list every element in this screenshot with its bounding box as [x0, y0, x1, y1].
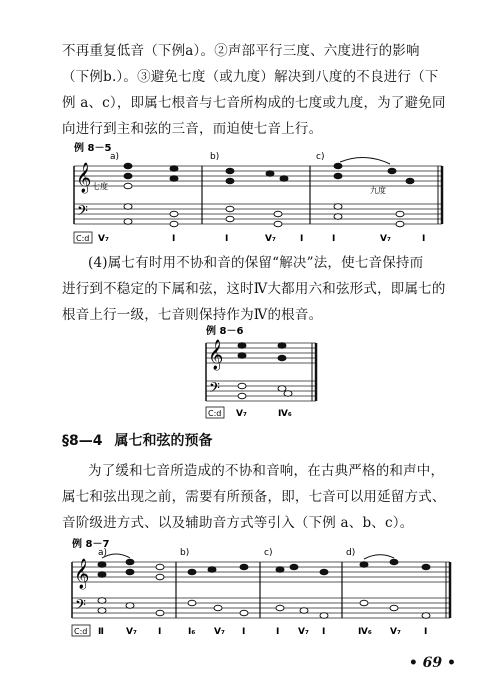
- roman-numeral: I: [276, 627, 280, 637]
- text-line: 音阶级进方式、以及辅助音方式等引入（下例 a、b、c）。: [62, 515, 414, 531]
- text-line: 根音上行一级，七音则保持作为Ⅳ的根音。: [62, 307, 323, 323]
- text-line: (4)属七有时用不协和音的保留“解决”法，使七音保持而: [88, 255, 424, 271]
- text-line: 进行到不稳定的下属和弦，这时Ⅳ大都用六和弦形式，即属七的: [62, 281, 446, 297]
- section-title: 属七和弦的预备: [114, 433, 213, 449]
- example-label: 例 8－5: [74, 143, 112, 154]
- roman-numeral: V₇: [214, 627, 225, 637]
- bass-clef-icon: 𝄢: [77, 203, 88, 223]
- key-label: C:d: [74, 627, 88, 636]
- key-label: C:d: [208, 409, 222, 418]
- roman-numeral: I: [322, 627, 326, 637]
- text-line: 为了缓和七音所造成的不协和音响，在古典严格的和声中，: [88, 463, 445, 479]
- paragraph-1: [62, 38, 452, 142]
- part-label-a: a): [110, 152, 120, 162]
- roman-numeral: I: [225, 234, 229, 244]
- roman-numeral: I: [424, 627, 428, 637]
- text-line: 属七和弦出现之前，需要有所预备，即，七音可以用延留方式、: [62, 489, 446, 505]
- roman-numeral: Ⅱ: [98, 627, 104, 637]
- roman-numeral: Ⅳ₆: [358, 627, 372, 637]
- roman-numeral: V₇: [98, 234, 109, 244]
- text-line: 向进行到主和弦的三音，而迫使七音上行。: [62, 121, 323, 137]
- treble-clef-icon: 𝄞: [74, 559, 90, 589]
- roman-numeral: I: [172, 234, 176, 244]
- roman-numeral: Ⅳ₆: [278, 409, 292, 419]
- music-example-8-7: [68, 538, 456, 640]
- treble-clef-icon: 𝄞: [208, 340, 224, 370]
- paragraph-3: [62, 458, 452, 536]
- roman-numeral: I: [422, 234, 426, 244]
- text-line: 例 a、c），即属七根音与七音所构成的七度或九度，为了避免同: [62, 95, 446, 111]
- key-label: C:d: [76, 234, 90, 243]
- part-label-d: d): [346, 548, 356, 558]
- slur: [364, 555, 394, 559]
- slur: [340, 157, 390, 164]
- notes: [98, 559, 430, 618]
- music-example-8-6: [202, 325, 322, 420]
- section-number: §8—4: [62, 433, 103, 449]
- roman-numeral: I: [158, 627, 162, 637]
- roman-numeral: V₇: [236, 409, 247, 419]
- text-line: （下例b.）。③避免七度（或九度）解决到八度的不良进行（下: [62, 69, 439, 85]
- roman-numeral: I: [242, 627, 246, 637]
- part-label-c: c): [264, 548, 273, 558]
- part-label-a: a): [98, 548, 108, 558]
- notes: [124, 163, 414, 227]
- notes: [238, 343, 292, 399]
- annotation-ninth: 九度: [370, 186, 386, 195]
- roman-numeral: V₇: [265, 234, 276, 244]
- roman-numeral: I: [300, 234, 304, 244]
- roman-numeral: I₆: [188, 627, 196, 637]
- treble-clef-icon: 𝄞: [76, 163, 92, 193]
- example-label: 例 8－6: [206, 326, 244, 337]
- text-line: 不再重复低音（下例a）。②声部平行三度、六度进行的影响: [62, 43, 420, 59]
- roman-numeral: I: [332, 234, 336, 244]
- part-label-c: c): [316, 152, 325, 162]
- roman-numeral: V₇: [380, 234, 391, 244]
- section-heading: [62, 430, 224, 450]
- roman-numeral: V₇: [126, 627, 137, 637]
- example-label: 例 8－7: [72, 539, 110, 550]
- annotation-seventh: 七度: [92, 182, 108, 191]
- part-label-b: b): [180, 548, 190, 558]
- bass-clef-icon: 𝄢: [75, 597, 86, 617]
- part-label-b: b): [210, 152, 220, 162]
- roman-numeral: V₇: [298, 627, 309, 637]
- music-example-8-5: [70, 142, 450, 250]
- paragraph-2: [62, 250, 452, 328]
- page-number: • 69 •: [408, 655, 456, 671]
- roman-numeral: V₇: [390, 627, 401, 637]
- bass-clef-icon: 𝄢: [209, 380, 220, 400]
- bass-staff: [206, 381, 316, 401]
